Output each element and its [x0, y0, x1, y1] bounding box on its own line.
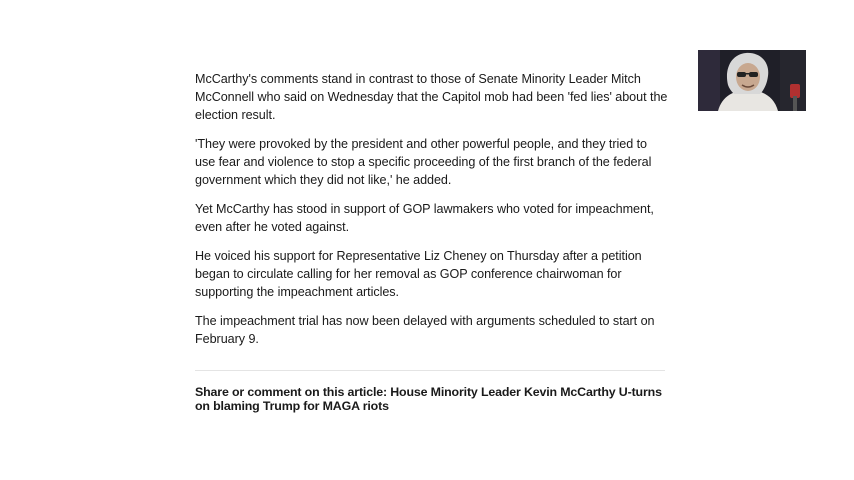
article-body	[195, 70, 670, 413]
article-divider	[195, 370, 665, 371]
article-paragraph: The impeachment trial has now been delayed with arguments scheduled to start on February 9.	[195, 314, 655, 346]
article-paragraph: He voiced his support for Representative Liz Cheney on Thursday after a petition began to circulate calling for her removal as GOP conference chairwoman for supporting the impeachment articles.	[195, 249, 642, 299]
article-paragraph: McCarthy's comments stand in contrast to those of Senate Minority Leader Mitch McConnell who said on Wednesday that the Capitol mob had been 'fed lies' about the election result.	[195, 72, 668, 122]
article-paragraph: 'They were provoked by the president and other powerful people, and they tried to use fear and violence to stop a specific proceeding of the first branch of the federal government which they did not like,' he added.	[195, 137, 652, 187]
webcam-overlay	[698, 50, 806, 111]
article-paragraph: Yet McCarthy has stood in support of GOP lawmakers who voted for impeachment, even after he voted against.	[195, 202, 654, 234]
share-comment-link[interactable]: Share or comment on this article: House Minority Leader Kevin McCarthy U-turns on blaming Trump for MAGA riots	[195, 385, 662, 413]
person-webcam-icon	[698, 50, 806, 111]
